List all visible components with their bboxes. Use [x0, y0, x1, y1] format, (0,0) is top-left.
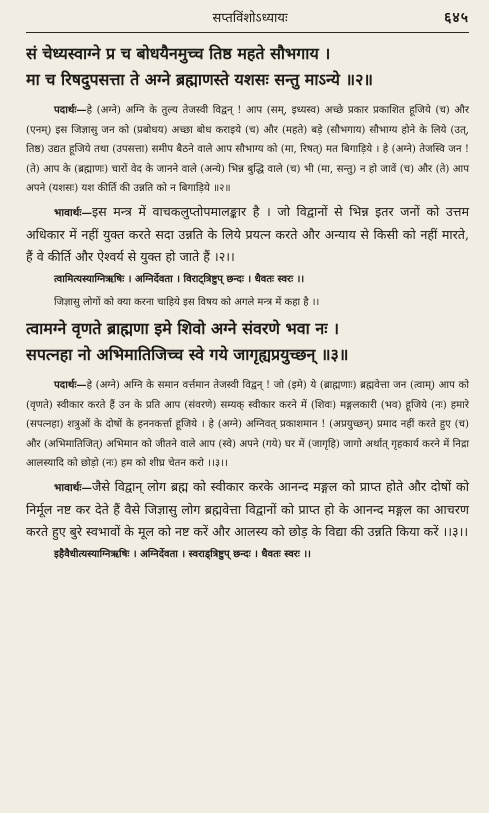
- topic-intro-2: जिज्ञासु लोगों को क्या करना चाहिये इस विषय को अगले मन्त्र में कहा है ।।: [54, 296, 320, 308]
- rishi-devata-line-1: त्वामित्यस्याग्निऋषिः । अग्निर्देवता । विराट्त्रिष्टुप् छन्दः । धैवतः स्वरः ।।: [54, 273, 305, 285]
- bhavarth-1-text: इस मन्त्र में वाचकलुप्तोपमालङ्कार है । जो विद्वानों से भिन्न इतर जनों को उत्तम अधिकार में नहीं युक्त करते सदा उन्नति के लिये प्रयत्न करते और अन्याय से किसी को नहीं मारते, हैं वे कीर्ति और ऐश्वर्य से युक्त हो जाते हैं ।२।।: [26, 203, 469, 264]
- page-header: [26, 8, 469, 28]
- mantra-1-line-1: सं चेध्यस्वाग्ने प्र च बोधयैनमुच्च तिष्ठ महते सौभगाय ।: [26, 44, 331, 63]
- running-title: सप्तविंशोऽध्यायः: [212, 11, 288, 26]
- mantra-1-line-2: मा च रिषदुपसत्ता ते अग्ने ब्रह्माणस्ते यशसः सन्तु माऽन्ये ॥२॥: [26, 70, 374, 89]
- mantra-2-line-1: त्वामग्ने वृणते ब्राह्मणा इमे शिवो अग्ने संवरणे भवा नः ।: [26, 318, 340, 338]
- bhavarth-1: [26, 201, 469, 268]
- bhavarth-2: [26, 476, 469, 543]
- padarth-1-text: हे (अग्ने) अग्नि के तुल्य तेजस्वी विद्वन् ! आप (सम्, इध्यस्व) अच्छे प्रकार प्रकाशित हूजिये (च) और (एनम्) इस जिज्ञासु जन को (प्रबोधय) अच्छा बोध कराइये (च) और (महते) बड़े (सौभगाय) सौभाग्य होने के लिये (उत्, तिष्ठ) उद्यत हूजिये तथा (उपसत्ता) समीप बैठने वाले आप सौभाग्य को (मा, रिषत्) मत बिगाड़िये । हे (अग्ने) तेजस्वि जन ! (ते) आप के (ब्रह्माणः) चारों वेद के जानने वाले (अन्ये) भिन्न बुद्धि वाले (च) भी (मा, सन्तु) न हो जावें (च) और (ते) आप अपने (यशसः) यश कीर्ति की उन्नति को न बिगाड़िये ॥२॥: [26, 105, 469, 195]
- bhavarth-2-lead: भावार्थः—: [54, 481, 92, 494]
- bhavarth-2-text: जैसे विद्वान् लोग ब्रह्म को स्वीकार करके आनन्द मङ्गल को प्राप्त होते और दोषों को निर्मूल नष्ट कर देते हैं वैसे जिज्ञासु लोग ब्रह्मवेत्ता विद्वानों को प्राप्त हो के आनन्द मङ्गल का आचरण करते हुए बुरे स्वभावों के मूल को नष्ट करें और आलस्य को छोड़ के विद्या की उन्नति किया करें ।।३।।: [26, 478, 469, 539]
- padarth-1: [26, 101, 469, 199]
- padarth-2: [26, 376, 469, 474]
- padarth-2-lead: पदार्थः—: [54, 378, 87, 391]
- page-number: ६४५: [444, 10, 469, 26]
- padarth-2-text: हे (अग्ने) अग्नि के समान वर्त्तमान तेजस्वी विद्वन् ! जो (इमे) ये (ब्राह्मणाः) ब्रह्मवेत्ता जन (त्वाम्) आप को (वृणते) स्वीकार करते हैं उन के प्रति आप (संवरणे) सम्यक् स्वीकार करने में (शिवः) मङ्गलकारी (भव) हूजिये (नः) हमारे (सपत्नहा) शत्रुओं के दोषों के हननकर्त्ता हूजिये । हे (अग्ने) अग्निवत् प्रकाशमान ! (अप्रयुच्छन्) प्रमाद नहीं करते हुए (च) और (अभिमातिजित्) अभिमान को जीतने वाले आप (स्वे) अपने (गये) घर में (जागृहि) जागो अर्थात् गृहकार्य करने में निद्रा आलस्यादि को छोड़ो (नः) हम को शीघ्र चेतन करो ।।३।।: [26, 379, 469, 470]
- rishi-devata-line-2: इहैवैधीत्यस्याग्निऋषिः । अग्निर्देवता । स्वराड्त्रिष्टुप् छन्दः । धैवतः स्वरः ।।: [54, 548, 311, 560]
- bhavarth-1-lead: भावार्थः—: [54, 206, 92, 219]
- padarth-1-lead: पदार्थः—: [54, 104, 87, 116]
- mantra-2-line-2: सपत्नहा नो अभिमातिजिच्च स्वे गये जागृह्यप्रयुच्छन् ॥३॥: [26, 344, 349, 364]
- header-rule: [26, 32, 469, 33]
